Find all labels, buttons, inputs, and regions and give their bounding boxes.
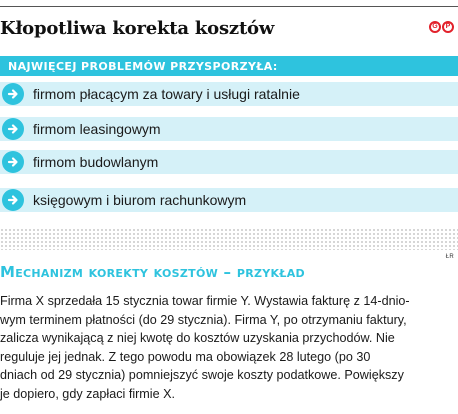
body-line: Firma X sprzedała 15 stycznia towar firmie Y. Wystawia fakturę z 14-dnio- bbox=[0, 294, 410, 308]
arrow-right-circle-icon bbox=[2, 118, 24, 140]
list-item-label: firmom płacącym za towary i usługi ratalnie bbox=[33, 86, 300, 102]
logo-letter: P bbox=[442, 21, 454, 33]
arrow-right-circle-icon bbox=[2, 189, 24, 211]
author-credit: ŁR bbox=[445, 254, 454, 260]
body-line: reguluje jej jednak. Z tego powodu ma obowiązek 28 lutego (po 30 bbox=[0, 349, 371, 364]
dotted-separator bbox=[0, 228, 458, 250]
list-item bbox=[0, 150, 458, 174]
body-line: dniach od 29 stycznia) pomniejszyć swoje koszty podatkowe. Powiększy bbox=[0, 368, 404, 383]
logo-letter: G bbox=[429, 21, 441, 33]
list-item-label: firmom leasingowym bbox=[33, 121, 161, 137]
body-text bbox=[0, 292, 456, 404]
banner-text: NAJWIĘCEJ PROBLEMÓW PRZYSPORZYŁA: bbox=[8, 60, 278, 73]
section-banner bbox=[0, 56, 458, 76]
list-item bbox=[0, 82, 458, 106]
list-item bbox=[0, 117, 458, 141]
page-title: Kłopotliwa korekta kosztów bbox=[0, 18, 275, 39]
arrow-right-circle-icon bbox=[2, 83, 24, 105]
section-subtitle: Mechanizm korekty kosztów – przykład bbox=[0, 263, 305, 281]
body-line: je dopiero, gdy zapłaci firmie X. bbox=[0, 386, 175, 401]
publisher-logo bbox=[429, 21, 454, 33]
list-item-label: firmom budowlanym bbox=[33, 154, 159, 170]
body-line: zalicza wynikającą z niej kwotę do kosztów uzyskania przychodów. Nie bbox=[0, 331, 395, 346]
list-item bbox=[0, 188, 458, 212]
list-item-label: księgowym i biurom rachunkowym bbox=[33, 192, 247, 208]
arrow-right-circle-icon bbox=[2, 151, 24, 173]
body-line: wym terminem płatności (do 29 stycznia). Firma Y, po otrzymaniu faktury, bbox=[0, 312, 407, 327]
top-rule bbox=[0, 6, 458, 7]
